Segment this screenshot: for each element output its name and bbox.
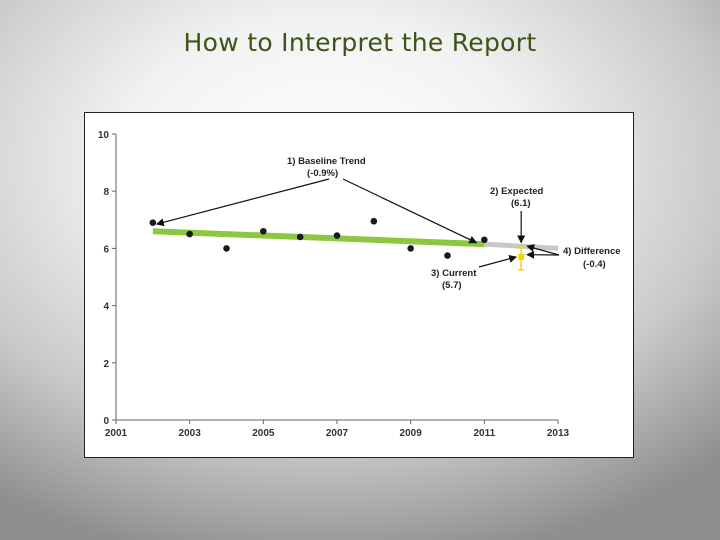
expected-annotation-line1: 2) Expected bbox=[490, 186, 544, 197]
annotations bbox=[157, 156, 621, 291]
x-tick-label: 2003 bbox=[178, 428, 201, 439]
y-tick-label: 6 bbox=[103, 244, 109, 256]
data-point bbox=[260, 228, 267, 235]
baseline-trend-line bbox=[153, 231, 485, 244]
y-tick-label: 10 bbox=[97, 130, 109, 141]
expected-annotation-line2: (6.1) bbox=[511, 198, 531, 209]
y-tick-label: 2 bbox=[103, 358, 109, 370]
slide-title: How to Interpret the Report bbox=[183, 28, 537, 57]
difference-annotation-line2: (-0.4) bbox=[583, 259, 606, 270]
data-point bbox=[297, 234, 304, 241]
data-point bbox=[371, 218, 378, 225]
y-tick-label: 0 bbox=[103, 416, 109, 427]
current-marker bbox=[518, 254, 524, 260]
x-tick-label: 2007 bbox=[325, 428, 349, 439]
data-point bbox=[334, 232, 341, 239]
x-tick-label: 2009 bbox=[399, 428, 422, 439]
chart-frame bbox=[84, 112, 634, 458]
x-tick-label: 2011 bbox=[473, 428, 496, 439]
x-tick-label: 2013 bbox=[546, 428, 570, 439]
baseline-arrow-right bbox=[343, 179, 476, 243]
y-tick-label: 4 bbox=[103, 301, 109, 313]
difference-annotation-line1: 4) Difference bbox=[563, 246, 621, 257]
baseline-annotation-line2: (-0.9%) bbox=[307, 168, 339, 179]
baseline-arrow-left bbox=[157, 179, 329, 224]
chart bbox=[85, 113, 635, 459]
data-point bbox=[481, 237, 488, 244]
data-point bbox=[444, 252, 451, 259]
current-annotation-line1: 3) Current bbox=[431, 268, 477, 279]
current-arrow bbox=[479, 257, 516, 267]
current-annotation-line2: (5.7) bbox=[442, 280, 462, 291]
x-tick-label: 2001 bbox=[104, 428, 128, 439]
baseline-annotation-line1: 1) Baseline Trend bbox=[287, 156, 366, 167]
data-point bbox=[186, 231, 193, 238]
x-tick-label: 2005 bbox=[252, 428, 275, 439]
y-tick-label: 8 bbox=[103, 187, 109, 199]
data-point bbox=[150, 219, 157, 226]
data-point bbox=[407, 245, 414, 252]
data-point bbox=[223, 245, 230, 252]
